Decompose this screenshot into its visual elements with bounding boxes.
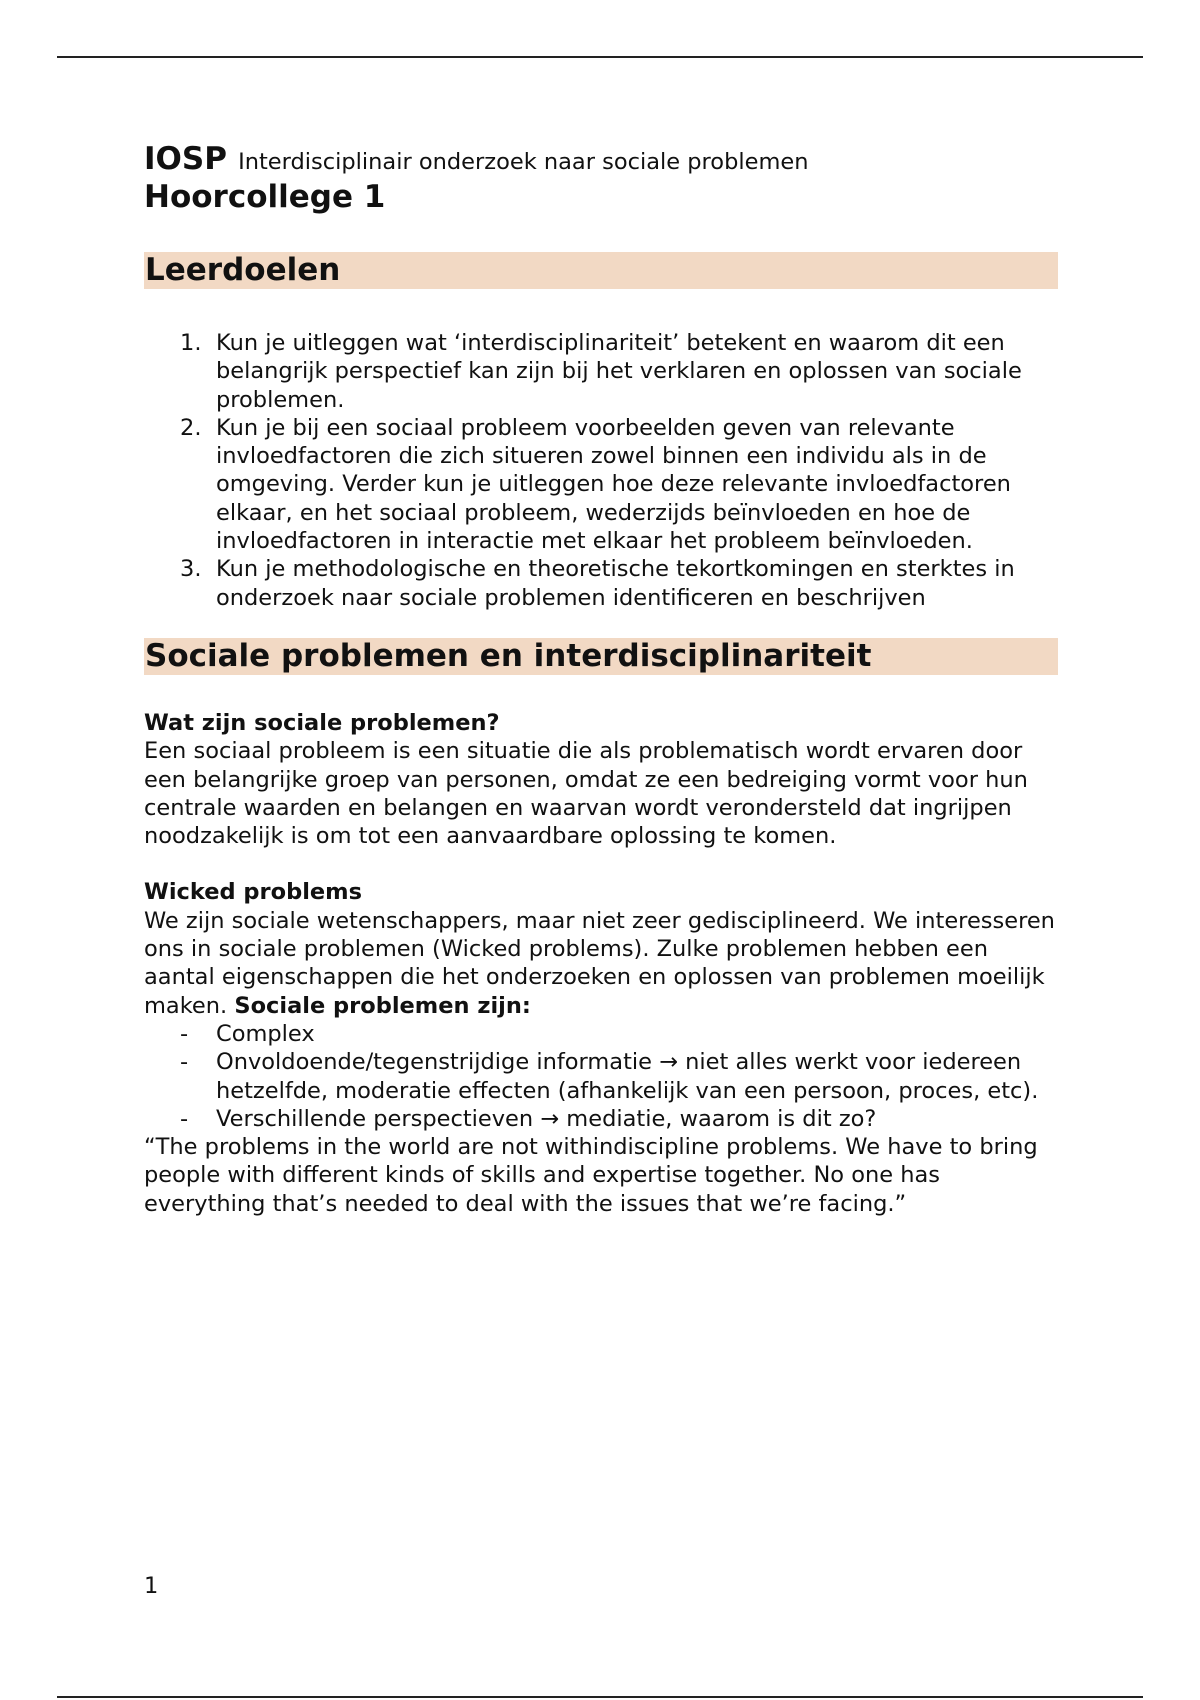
list-item-text: Kun je uitleggen wat ‘interdisciplinariteit’ betekent en waarom dit een belangrijk perspectief kan zijn bij het verklaren en oplossen van sociale problemen. — [216, 330, 1022, 413]
list-item — [144, 329, 1058, 414]
list-item — [144, 414, 1058, 555]
list-item-text: Kun je bij een sociaal probleem voorbeelden geven van relevante invloedfactoren die zich situeren zowel binnen een individu als in de omgeving. Verder kun je uitleggen hoe deze relevante invloedfactoren elkaar, en het sociaal probleem, wederzijds beïnvloeden en hoe de invloedfactoren in interactie met elkaar het probleem beïnvloeden. — [216, 414, 1011, 555]
properties-list — [144, 1020, 1058, 1133]
definition-paragraph: Een sociaal probleem is een situatie die als problematisch wordt ervaren door een belangrijke groep van personen, omdat ze een bedreiging vormt voor hun centrale waarden en belangen en waarvan wordt verondersteld dat ingrijpen noodzakelijk is om tot een aanvaardbare oplossing te komen. — [144, 738, 1028, 850]
list-item-text: Kun je methodologische en theoretische tekortkomingen en sterktes in onderzoek naar sociale problemen identificeren en beschrijven — [216, 556, 1015, 611]
course-abbreviation: IOSP — [144, 141, 227, 177]
list-item — [144, 1105, 1058, 1133]
wicked-problems-text: We zijn sociale wetenschappers, maar niet zeer gedisciplineerd. We interesseren ons in sociale problemen (Wicked problems). Zulke problemen hebben een aantal eigenschappen die het onderzoeken en oplossen van problemen moeilijk maken. — [144, 907, 1055, 1019]
list-item — [144, 555, 1058, 612]
course-name: Interdisciplinair onderzoek naar sociale problemen — [238, 149, 809, 175]
wicked-problems-paragraph — [144, 907, 1058, 1020]
list-item-number: 2. — [180, 414, 202, 441]
section-heading-leerdoelen: Leerdoelen — [144, 252, 1058, 289]
page-number: 1 — [144, 1573, 159, 1599]
bottom-rule — [57, 1696, 1143, 1698]
subheading-wicked-problems: Wicked problems — [144, 879, 363, 906]
wicked-problems-bold-lead: Sociale problemen zijn: — [234, 992, 531, 1019]
list-item-text: Onvoldoende/tegenstrijdige informatie → niet alles werkt voor iedereen hetzelfde, moderatie effecten (afhankelijk van een persoon, proces, etc). — [216, 1049, 1039, 1104]
top-rule — [57, 56, 1143, 58]
bullet-dash: - — [180, 1020, 189, 1047]
list-item-text: Verschillende perspectieven → mediatie, waarom is dit zo? — [216, 1105, 877, 1132]
section-heading-sociale-problemen: Sociale problemen en interdisciplinariteit — [144, 638, 1058, 675]
page-content — [144, 140, 1058, 1218]
learning-goals-list — [144, 329, 1058, 612]
bullet-dash: - — [180, 1049, 189, 1076]
document-header — [144, 140, 1058, 178]
quote-paragraph: “The problems in the world are not withindiscipline problems. We have to bring people with different kinds of skills and expertise together. No one has everything that’s needed to deal with the issues that we’re facing.” — [144, 1134, 1038, 1217]
subheading-wat-zijn-sociale-problemen: Wat zijn sociale problemen? — [144, 709, 500, 736]
list-item-text: Complex — [216, 1020, 315, 1047]
list-item — [144, 1048, 1058, 1105]
list-item-number: 3. — [180, 556, 202, 583]
lecture-title: Hoorcollege 1 — [144, 179, 386, 215]
bullet-dash: - — [180, 1105, 189, 1132]
list-item-number: 1. — [180, 330, 202, 356]
list-item — [144, 1020, 1058, 1048]
